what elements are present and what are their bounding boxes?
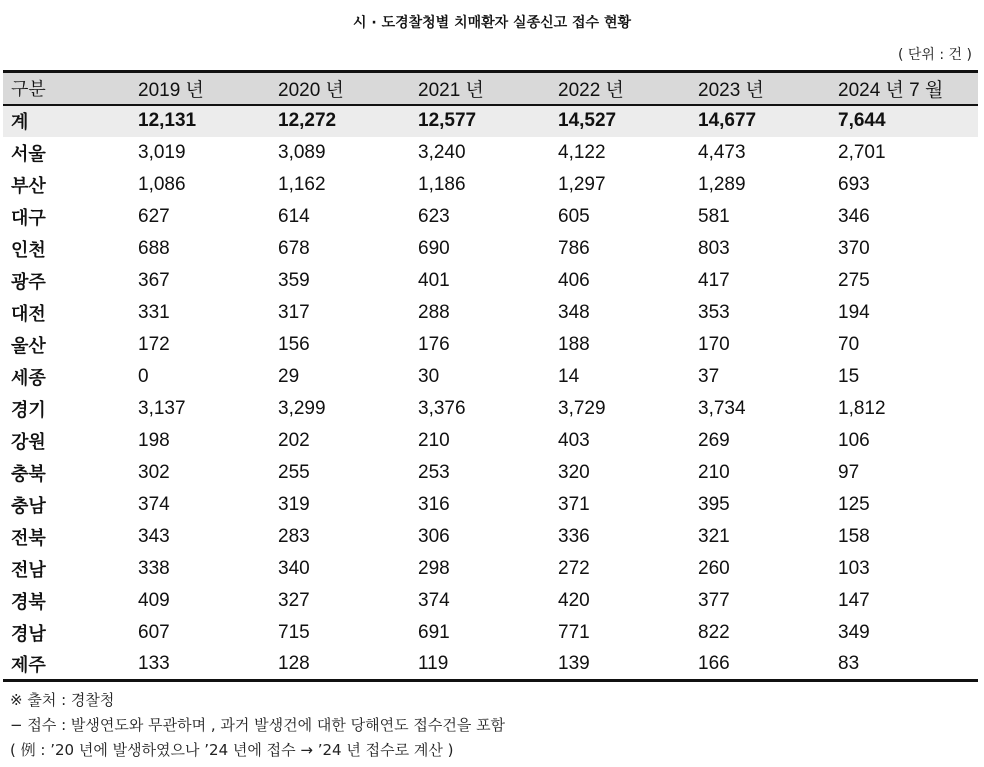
table-row	[3, 489, 978, 521]
value-cell: 83	[838, 649, 978, 681]
value-cell: 298	[418, 557, 450, 579]
value-cell: 349	[838, 621, 870, 643]
value-cell: 367	[138, 269, 170, 291]
value-cell: 1,812	[838, 397, 886, 419]
value-cell: 581	[698, 205, 730, 227]
value-cell: 12,131	[138, 110, 197, 131]
table-row	[3, 617, 978, 649]
region-cell: 충남	[11, 495, 46, 517]
value-cell: 288	[418, 301, 450, 323]
value-cell: 128	[278, 649, 418, 681]
value-cell: 3,240	[418, 141, 466, 163]
value-cell: 346	[838, 205, 870, 227]
data-table	[3, 70, 978, 682]
table-row	[3, 297, 978, 329]
value-cell: 12,577	[418, 110, 477, 131]
value-cell: 198	[138, 429, 170, 451]
value-cell: 623	[418, 205, 450, 227]
value-cell: 406	[558, 269, 590, 291]
value-cell: 319	[278, 493, 310, 515]
note-example: ( 例 : ’20 년에 발생하였으나 ’24 년에 접수 → ’24 년 접수로 계산 )	[10, 741, 454, 759]
region-cell: 울산	[11, 335, 46, 357]
source-note: ※ 출처 : 경찰청	[10, 691, 115, 709]
region-cell: 인천	[11, 239, 46, 261]
value-cell: 172	[138, 333, 170, 355]
value-cell: 327	[278, 589, 310, 611]
value-cell: 395	[698, 493, 730, 515]
value-cell: 14,527	[558, 110, 617, 131]
value-cell: 409	[138, 589, 170, 611]
value-cell: 3,376	[418, 397, 466, 419]
value-cell: 0	[138, 365, 149, 387]
value-cell: 253	[418, 461, 450, 483]
table-row	[3, 425, 978, 457]
value-cell: 188	[558, 333, 590, 355]
value-cell: 359	[278, 269, 310, 291]
region-cell: 세종	[11, 367, 46, 389]
value-cell: 614	[278, 205, 310, 227]
value-cell: 255	[278, 461, 310, 483]
value-cell: 210	[418, 429, 450, 451]
value-cell: 348	[558, 301, 590, 323]
value-cell: 103	[838, 557, 870, 579]
value-cell: 4,473	[698, 141, 746, 163]
header-cell-year: 2022 년	[558, 72, 698, 105]
table-row	[3, 457, 978, 489]
value-cell: 4,122	[558, 141, 606, 163]
value-cell: 321	[698, 525, 730, 547]
value-cell: 822	[698, 621, 730, 643]
value-cell: 37	[698, 365, 720, 387]
value-cell: 12,272	[278, 110, 337, 131]
table-row	[3, 265, 978, 297]
table-row	[3, 233, 978, 265]
value-cell: 2,701	[838, 141, 886, 163]
header-cell-year: 2024 년 7 월	[838, 72, 978, 105]
region-cell: 대구	[11, 207, 46, 229]
total-row	[3, 105, 978, 137]
value-cell: 715	[278, 621, 310, 643]
value-cell: 605	[558, 205, 590, 227]
value-cell: 260	[698, 557, 730, 579]
table-row	[3, 521, 978, 553]
region-cell: 서울	[11, 143, 46, 165]
header-cell-year: 2020 년	[278, 72, 418, 105]
region-cell: 부산	[11, 175, 46, 197]
value-cell: 283	[278, 525, 310, 547]
unit-label: ( 단위 : 건 )	[897, 47, 972, 63]
value-cell: 316	[418, 493, 450, 515]
value-cell: 119	[418, 649, 558, 681]
value-cell: 272	[558, 557, 590, 579]
value-cell: 14,677	[698, 110, 757, 131]
value-cell: 370	[838, 237, 870, 259]
value-cell: 377	[698, 589, 730, 611]
value-cell: 3,089	[278, 141, 326, 163]
page-title: 시 · 도경찰청별 치매환자 실종신고 접수 현황	[353, 15, 631, 31]
value-cell: 3,299	[278, 397, 326, 419]
region-cell: 경기	[11, 399, 46, 421]
value-cell: 170	[698, 333, 730, 355]
table-row	[3, 169, 978, 201]
value-cell: 771	[558, 621, 590, 643]
value-cell: 803	[698, 237, 730, 259]
value-cell: 371	[558, 493, 590, 515]
table-row	[3, 393, 978, 425]
value-cell: 275	[838, 269, 870, 291]
header-cell-year: 2021 년	[418, 72, 558, 105]
value-cell: 7,644	[838, 110, 886, 131]
table-row	[3, 649, 978, 681]
value-cell: 29	[278, 365, 300, 387]
value-cell: 70	[838, 333, 860, 355]
value-cell: 693	[838, 173, 870, 195]
header-row	[3, 72, 978, 105]
value-cell: 678	[278, 237, 310, 259]
region-cell: 계	[11, 112, 29, 133]
value-cell: 786	[558, 237, 590, 259]
value-cell: 156	[278, 333, 310, 355]
region-cell: 경남	[11, 623, 46, 645]
value-cell: 403	[558, 429, 590, 451]
value-cell: 106	[838, 429, 870, 451]
value-cell: 166	[698, 649, 838, 681]
value-cell: 269	[698, 429, 730, 451]
value-cell: 417	[698, 269, 730, 291]
notes	[10, 688, 505, 763]
table-row	[3, 329, 978, 361]
value-cell: 210	[698, 461, 730, 483]
region-cell: 전북	[11, 527, 46, 549]
table-header	[3, 72, 978, 105]
value-cell: 374	[138, 493, 170, 515]
value-cell: 690	[418, 237, 450, 259]
value-cell: 97	[838, 461, 860, 483]
value-cell: 353	[698, 301, 730, 323]
value-cell: 420	[558, 589, 590, 611]
value-cell: 343	[138, 525, 170, 547]
value-cell: 3,137	[138, 397, 186, 419]
value-cell: 3,729	[558, 397, 606, 419]
value-cell: 30	[418, 365, 440, 387]
value-cell: 1,162	[278, 173, 326, 195]
region-cell: 강원	[11, 431, 46, 453]
value-cell: 374	[418, 589, 450, 611]
value-cell: 202	[278, 429, 310, 451]
value-cell: 688	[138, 237, 170, 259]
value-cell: 331	[138, 301, 170, 323]
region-cell: 충북	[11, 463, 46, 485]
value-cell: 1,086	[138, 173, 186, 195]
value-cell: 158	[838, 525, 870, 547]
value-cell: 3,019	[138, 141, 186, 163]
value-cell: 1,297	[558, 173, 606, 195]
table-body	[3, 105, 978, 681]
table-row	[3, 137, 978, 169]
value-cell: 139	[558, 649, 698, 681]
value-cell: 336	[558, 525, 590, 547]
value-cell: 338	[138, 557, 170, 579]
region-cell: 전남	[11, 559, 46, 581]
table-row	[3, 553, 978, 585]
value-cell: 15	[838, 365, 860, 387]
value-cell: 133	[138, 649, 278, 681]
value-cell: 627	[138, 205, 170, 227]
region-cell: 대전	[11, 303, 46, 325]
value-cell: 147	[838, 589, 870, 611]
value-cell: 125	[838, 493, 870, 515]
value-cell: 401	[418, 269, 450, 291]
header-cell-year: 2023 년	[698, 72, 838, 105]
value-cell: 320	[558, 461, 590, 483]
table-row	[3, 361, 978, 393]
value-cell: 302	[138, 461, 170, 483]
header-cell-year: 2019 년	[138, 72, 278, 105]
value-cell: 14	[558, 365, 580, 387]
value-cell: 3,734	[698, 397, 746, 419]
header-cell-category: 구분	[3, 72, 138, 105]
value-cell: 317	[278, 301, 310, 323]
table-row	[3, 585, 978, 617]
table-row	[3, 201, 978, 233]
region-cell: 제주	[3, 649, 138, 681]
value-cell: 1,186	[418, 173, 466, 195]
value-cell: 176	[418, 333, 450, 355]
region-cell: 경북	[11, 591, 46, 613]
note-definition: − 접수 : 발생연도와 무관하며 , 과거 발생건에 대한 당해연도 접수건을 포함	[10, 716, 506, 734]
value-cell: 306	[418, 525, 450, 547]
value-cell: 607	[138, 621, 170, 643]
value-cell: 691	[418, 621, 450, 643]
value-cell: 340	[278, 557, 310, 579]
region-cell: 광주	[11, 271, 46, 293]
value-cell: 1,289	[698, 173, 746, 195]
value-cell: 194	[838, 301, 870, 323]
